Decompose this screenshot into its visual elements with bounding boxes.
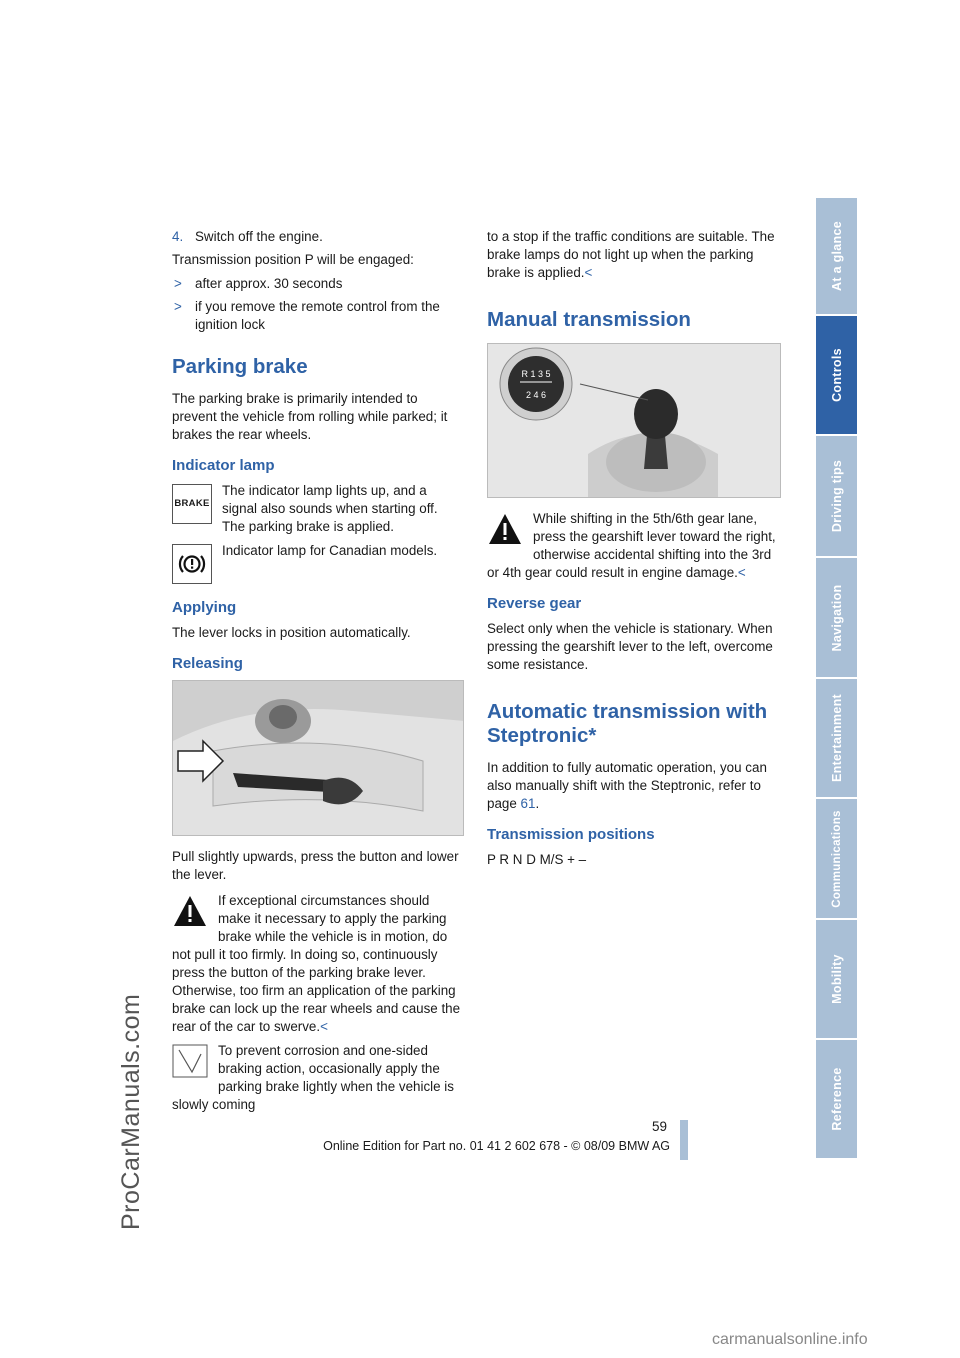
right-column <box>487 228 781 875</box>
page-link[interactable]: 61 <box>520 796 536 811</box>
body-text: to a stop if the traffic conditions are suitable. The brake lamps do not light up when the parking brake is applied.< <box>487 229 775 280</box>
warning-note <box>172 892 464 1036</box>
body-text: P R N D M/S + – <box>487 852 587 867</box>
body-text: Select only when the vehicle is stationary. When pressing the gearshift lever to the left, overcome some resistance. <box>487 621 773 672</box>
bullet-item <box>172 275 464 293</box>
canadian-indicator-row <box>172 542 464 586</box>
end-mark: < <box>584 265 593 280</box>
tab-label: Mobility <box>829 954 844 1004</box>
bullet-mark: > <box>174 276 182 291</box>
subsection-heading: Reverse gear <box>487 595 582 612</box>
side-watermark: ProCarManuals.com <box>117 993 145 1230</box>
tab-label: Navigation <box>829 584 844 651</box>
warning-note <box>487 510 781 582</box>
canadian-brake-icon <box>172 544 212 584</box>
end-mark: < <box>320 1019 328 1034</box>
section-heading: Manual transmission <box>487 308 691 331</box>
subsection-heading: Indicator lamp <box>172 457 275 474</box>
tab-driving-tips[interactable] <box>816 436 857 558</box>
section-heading: Parking brake <box>172 355 308 378</box>
bullet-text: after approx. 30 seconds <box>195 276 343 291</box>
warning-triangle-icon <box>172 894 208 928</box>
warning-text: While shifting in the 5th/6th gear lane, press the gearshift lever toward the right, otherwise accidental shifting into the 3rd or 4th gear could result in engine damage. <box>487 511 776 580</box>
body-text: In addition to fully automatic operation, you can also manually shift with the Steptronic, refer to page 61. <box>487 760 767 811</box>
tab-label: Controls <box>829 348 844 402</box>
section-tabs <box>816 198 857 1160</box>
bullet-text: if you remove the remote control from the ignition lock <box>195 299 440 332</box>
tab-label: Reference <box>829 1067 844 1131</box>
body-text: The lever locks in position automatically. <box>172 625 411 640</box>
tab-reference[interactable] <box>816 1040 857 1160</box>
subsection-heading: Applying <box>172 599 237 616</box>
step-text: Switch off the engine. <box>195 229 323 244</box>
step-item <box>172 228 464 246</box>
brake-lamp-icon: BRAKE <box>172 484 212 524</box>
footer-bar <box>680 1120 688 1160</box>
tip-note <box>172 1042 464 1114</box>
tab-label: At a glance <box>829 221 844 291</box>
brake-warning-symbol-icon <box>177 552 207 576</box>
body-text: Indicator lamp for Canadian models. <box>222 543 438 558</box>
bullet-mark: > <box>174 299 182 314</box>
tab-entertainment[interactable] <box>816 679 857 799</box>
body-text: The parking brake is primarily intended to prevent the vehicle from rolling while parked; it brakes the rear wheels. <box>172 391 448 442</box>
parking-brake-lever-image <box>172 680 464 836</box>
note-icon <box>172 1044 208 1078</box>
gearshift-illustration <box>488 344 781 498</box>
tip-text: To prevent corrosion and one-sided braking action, occasionally apply the parking brake lightly when the vehicle is slowly coming <box>172 1043 454 1112</box>
warning-triangle-icon <box>487 512 523 546</box>
tab-label: Entertainment <box>829 694 844 782</box>
subsection-heading: Releasing <box>172 655 243 672</box>
site-watermark: carmanualsonline.info <box>712 1331 868 1348</box>
subsection-heading: Transmission positions <box>487 826 655 843</box>
step-number: 4. <box>172 229 184 244</box>
edition-line: Online Edition for Part no. 01 41 2 602 678 - © 08/09 BMW AG <box>323 1139 670 1153</box>
page-number: 59 <box>652 1119 668 1134</box>
gearshift-image <box>487 343 781 498</box>
tab-communications[interactable] <box>816 799 857 920</box>
bullet-item <box>172 298 464 334</box>
body-text: The indicator lamp lights up, and a signal also sounds when starting off. The parking brake is applied. <box>222 483 438 534</box>
gear-pattern-top: R 1 3 5 <box>521 369 551 379</box>
section-heading: Automatic transmission with Steptronic* <box>487 700 768 747</box>
tab-label: Communications <box>830 809 843 908</box>
tab-navigation[interactable] <box>816 558 857 679</box>
tab-at-a-glance[interactable] <box>816 198 857 316</box>
tab-mobility[interactable] <box>816 920 857 1040</box>
left-column <box>172 228 464 1120</box>
warning-text: If exceptional circumstances should make it necessary to apply the parking brake while the vehicle is in motion, do not pull it too firmly. In doing so, continuously press the button of the parking brake lever. Otherwise, too firm an application of the parking brake can lock up the rear wheels and cause the rear of the car to swerve. <box>172 893 461 1034</box>
tab-controls[interactable] <box>816 316 857 436</box>
indicator-row <box>172 482 464 536</box>
engaged-text: Transmission position P will be engaged: <box>172 252 414 267</box>
body-text: Pull slightly upwards, press the button and lower the lever. <box>172 849 459 882</box>
gear-pattern-bottom: 2 4 6 <box>525 390 547 400</box>
end-mark: < <box>737 565 746 580</box>
tab-label: Driving tips <box>829 459 844 533</box>
parking-brake-illustration <box>173 681 464 836</box>
